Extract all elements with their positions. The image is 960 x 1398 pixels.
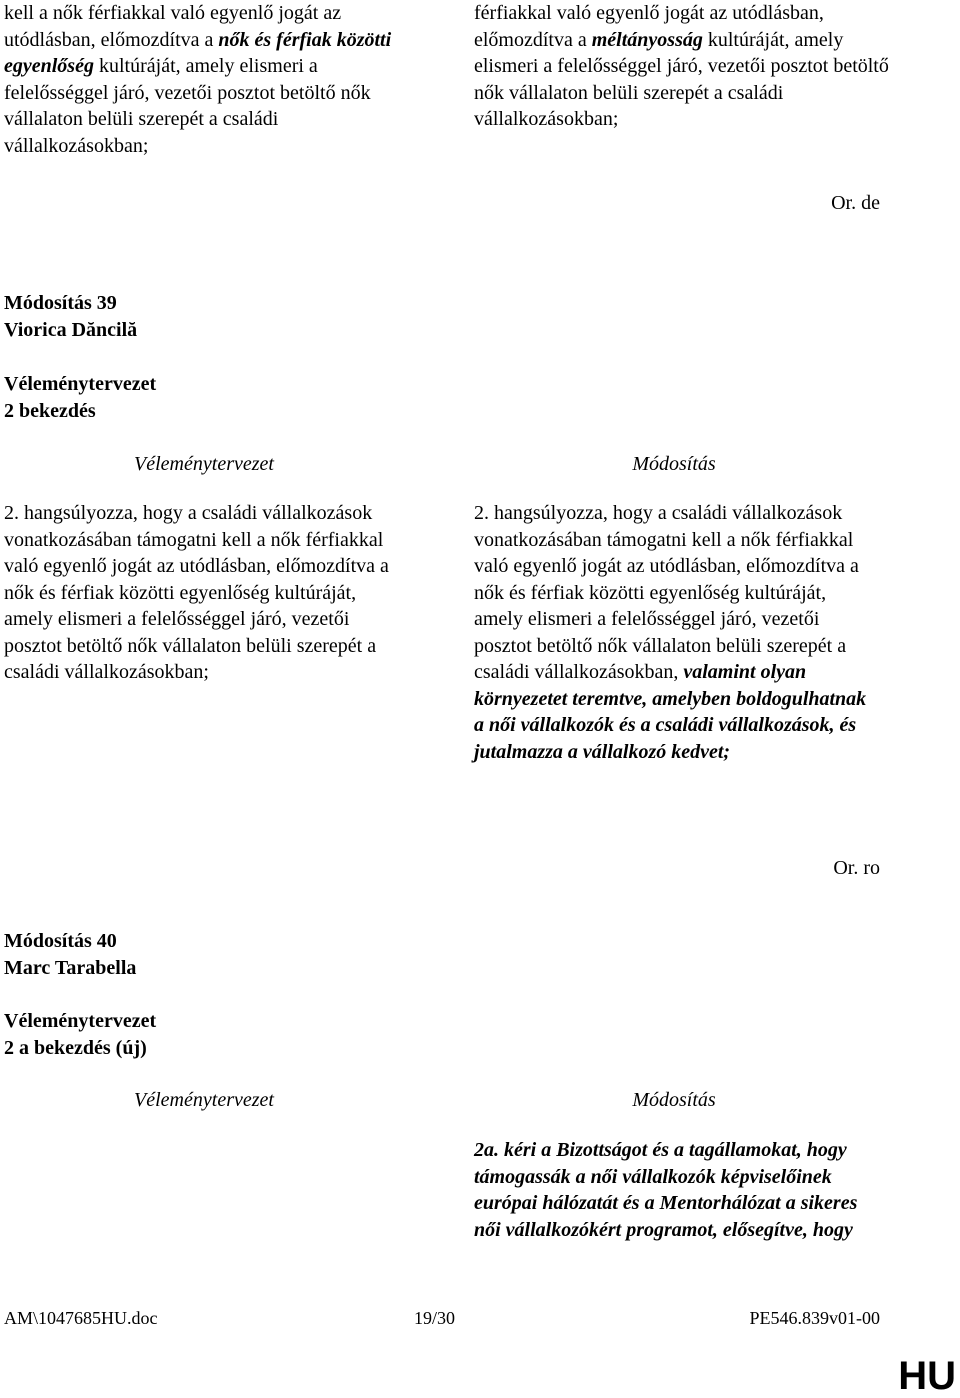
draft-text [4, 500, 389, 686]
column-header-amendment: Módosítás [632, 453, 716, 475]
original-language: Or. ro [833, 857, 880, 879]
text-run: férfiakkal való egyenlő jogát az utódlásban, előmozdítva a [474, 2, 824, 51]
amendment-number: Módosítás 39 [4, 292, 117, 314]
amended-paragraph: 2 bekezdés [4, 400, 96, 422]
column-header-amendment: Módosítás [632, 1089, 716, 1111]
original-language: Or. de [831, 192, 880, 214]
text-run: kultúráját, amely elismeri a felelősséggel járó, vezetői posztot betöltő nők vállalaton belüli szerepét a családi vállalkozásokban; [474, 28, 889, 130]
column-header-draft: Véleménytervezet [134, 1089, 274, 1111]
footer-page-number: 19/30 [414, 1308, 456, 1328]
top-left-text [4, 0, 404, 159]
top-right-text [474, 0, 894, 133]
emphasized-text: nők és férfiak közötti egyenlőség [4, 28, 392, 77]
amendment-number: Módosítás 40 [4, 930, 117, 952]
emphasized-text: 2a. kéri a Bizottságot és a tagállamokat, hogy támogassák a női vállalkozók képviselőinek európai hálózatát és a Mentorhálózat a sikeres női vállalkozókért programot, elősegítve, hogy [474, 1139, 858, 1241]
text-run: 2. hangsúlyozza, hogy a családi vállalkozások vonatkozásában támogatni kell a nők férfiakkal való egyenlő jogát az utódlásban, előmozdítva a nők és férfiak közötti egyenlőség kultúráját, amely elismeri a felelősséggel járó, vezetői posztot betöltő nők vállalaton belüli szerepét a családi vállalkozásokban, [474, 502, 859, 683]
footer-pe-ref: PE546.839v01-00 [749, 1308, 880, 1328]
footer-doc-ref: AM\1047685HU.doc [4, 1308, 158, 1328]
language-code: HU [898, 1354, 956, 1398]
amendment-text [474, 500, 874, 765]
amendment-author: Viorica Dăncilă [4, 319, 138, 341]
amendment-author: Marc Tarabella [4, 957, 137, 979]
amended-paragraph: 2 a bekezdés (új) [4, 1037, 147, 1059]
text-run: kell a nők férfiakkal való egyenlő jogát az utódlásban, előmozdítva a [4, 2, 342, 51]
emphasized-text: valamint olyan környezetet teremtve, amelyben boldogulhatnak a női vállalkozók és a családi vállalkozások, és jutalmazza a vállalkozó kedvet; [474, 661, 867, 763]
amendment-text [474, 1137, 874, 1243]
amended-document: Véleménytervezet [4, 373, 157, 395]
amended-document: Véleménytervezet [4, 1010, 157, 1032]
column-header-draft: Véleménytervezet [134, 453, 274, 475]
text-run: 2. hangsúlyozza, hogy a családi vállalkozások vonatkozásában támogatni kell a nők férfiakkal való egyenlő jogát az utódlásban, előmozdítva a nők és férfiak közötti egyenlőség kultúráját, amely elismeri a felelősséggel járó, vezetői posztot betöltő nők vállalaton belüli szerepét a családi vállalkozásokban; [4, 502, 389, 683]
emphasized-text: méltányosság [591, 28, 703, 51]
text-run: kultúráját, amely elismeri a felelősséggel járó, vezetői posztot betöltő nők vállalaton belüli szerepét a családi vállalkozásokban; [4, 55, 371, 157]
